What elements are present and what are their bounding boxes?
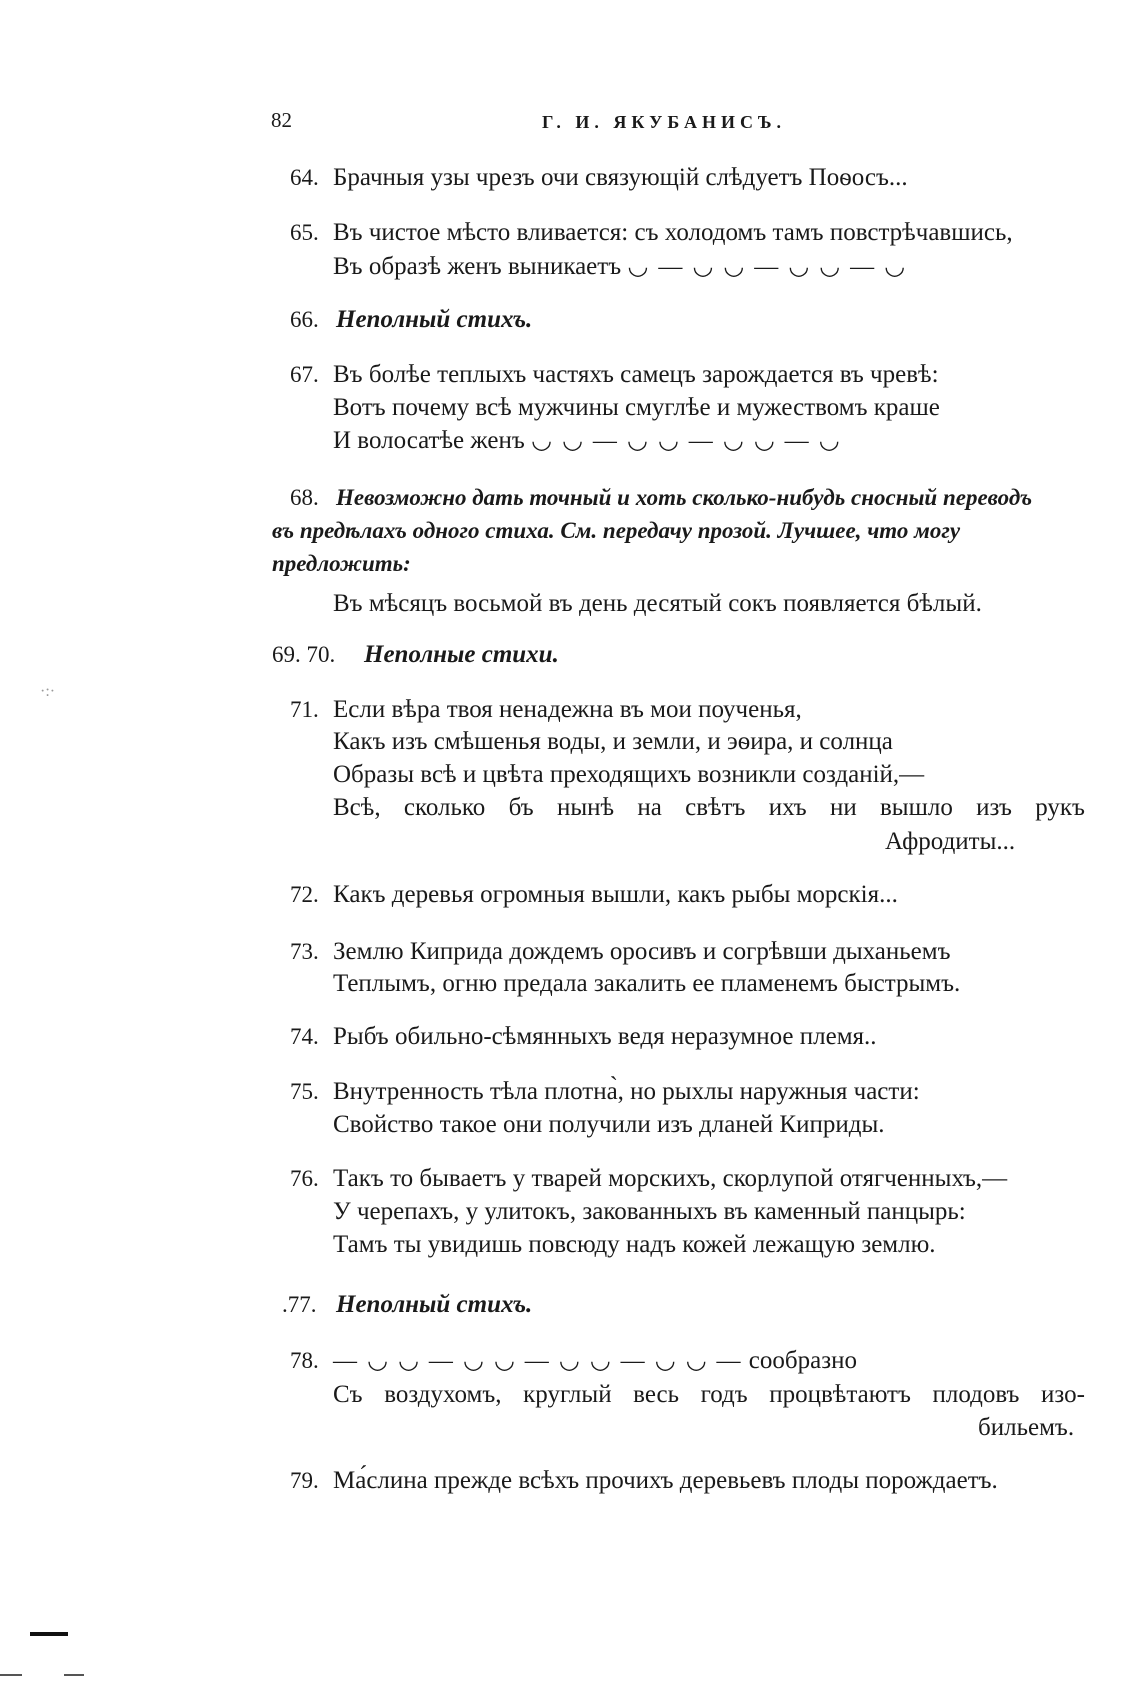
entry-number: 78. [290, 1348, 319, 1373]
entry-number: 67. [290, 362, 319, 387]
verse-line: Въ чистое мѣсто вливается: съ холодомъ тамъ повстрѣчавшись, [333, 219, 1013, 246]
metrical-scheme: ◡ — ◡ ◡ — ◡ ◡ — ◡ [627, 254, 908, 280]
verse-line [333, 426, 842, 456]
verse-line: Такъ то бываетъ у тварей морскихъ, скорлупой отягченныхъ,— [333, 1165, 1008, 1192]
word: плодовъ [932, 1381, 1020, 1408]
word: сколько [403, 794, 486, 821]
entry-number: 65. [290, 220, 319, 245]
page-number: 82 [271, 108, 292, 132]
verse-line [333, 1346, 857, 1376]
entry-number: 64. [290, 165, 319, 190]
word: Съ [333, 1381, 363, 1408]
verse-line: Вотъ почему всѣ мужчины смуглѣе и мужествомъ краше [333, 394, 940, 421]
word: нынѣ [556, 794, 615, 821]
editorial-note: Невозможно дать точный и хоть сколько-нибудь сносный переводъ [336, 485, 1033, 510]
verse-line: Свойство такое они получили изъ дланей Киприды. [333, 1111, 885, 1138]
word: ихъ [768, 794, 807, 821]
editorial-note: предложить: [272, 551, 411, 576]
word: круглый [523, 1381, 612, 1408]
verse-line [333, 793, 1085, 823]
verse-line-continuation: бильемъ. [978, 1414, 1075, 1441]
verse-text: сообразно [748, 1347, 857, 1374]
entry-number: 76. [290, 1166, 319, 1191]
verse-line: Какъ изъ смѣшенья воды, и земли, и эѳира, и солнца [333, 728, 893, 755]
running-title: Г. И. ЯКУБАНИСЪ. [542, 112, 787, 132]
entry-number: 69. 70. [272, 642, 336, 667]
scan-mark [64, 1674, 84, 1676]
verse-line: Въ мѣсяцъ восьмой въ день десятый сокъ появляется бѣлый. [333, 590, 982, 617]
word: Всѣ, [333, 794, 381, 821]
verse-line: Рыбъ обильно-сѣмянныхъ ведя неразумное племя.. [333, 1023, 877, 1050]
verse-line: Землю Киприда дождемъ оросивъ и согрѣвши дыханьемъ [333, 938, 951, 965]
word: рукъ [1035, 794, 1085, 821]
word: свѣтъ [685, 794, 746, 821]
verse-line [333, 252, 907, 282]
scan-mark [0, 1674, 22, 1676]
metrical-scheme: — ◡ ◡ — ◡ ◡ — ◡ ◡ — ◡ ◡ — [333, 1348, 743, 1374]
verse-line [333, 1380, 1085, 1410]
verse-line: Какъ деревья огромныя вышли, какъ рыбы морскія... [333, 881, 898, 908]
verse-line: Теплымъ, огню предала закалить ее пламенемъ быстрымъ. [333, 970, 961, 997]
word: ни [829, 794, 857, 821]
entry-number: .77. [282, 1292, 317, 1317]
word: годъ [700, 1381, 748, 1408]
entry-number: 68. [290, 485, 319, 510]
verse-text: И волосатѣе женъ [333, 427, 525, 454]
word: изъ [976, 794, 1012, 821]
verse-line: Ма́слина прежде всѣхъ прочихъ деревьевъ плоды порождаетъ. [333, 1467, 998, 1494]
word: бъ [508, 794, 534, 821]
verse-line: Въ болѣе теплыхъ частяхъ самецъ зарождается въ чревѣ: [333, 361, 939, 388]
word: процвѣтаютъ [769, 1381, 911, 1408]
verse-line: Образы всѣ и цвѣта преходящихъ возникли созданій,— [333, 761, 925, 788]
word: изо- [1041, 1381, 1085, 1408]
verse-line-continuation: Афродиты... [885, 828, 1016, 855]
editorial-note: Неполный стихъ. [336, 1291, 533, 1318]
editorial-note: въ предѣлахъ одного стиха. См. передачу прозой. Лучшее, что могу [272, 518, 961, 543]
word: весь [633, 1381, 680, 1408]
entry-number: 74. [290, 1024, 319, 1049]
verse-text: Въ образѣ женъ выникаетъ [333, 253, 622, 280]
verse-line: Брачныя узы чрезъ очи связующій слѣдуетъ Поѳосъ... [333, 164, 908, 191]
editorial-note: Неполные стихи. [364, 641, 559, 668]
editorial-note: Неполный стихъ. [336, 306, 533, 333]
verse-line: Если вѣра твоя ненадежна въ мои поученья, [333, 696, 802, 723]
word: воздухомъ, [384, 1381, 502, 1408]
word: вышло [880, 794, 953, 821]
metrical-scheme: ◡ ◡ — ◡ ◡ — ◡ ◡ — ◡ [531, 428, 842, 454]
verse-line: У черепахъ, у улитокъ, закованныхъ въ каменный панцырь: [333, 1198, 966, 1225]
entry-number: 79. [290, 1468, 319, 1493]
scan-mark [30, 1632, 68, 1636]
verse-line: Тамъ ты увидишь повсюду надъ кожей лежащую землю. [333, 1231, 936, 1258]
verse-line: Внутренность тѣла плотна̀, но рыхлы наружныя части: [333, 1078, 920, 1105]
entry-number: 73. [290, 939, 319, 964]
scan-speck: ·:· [40, 683, 56, 700]
word: на [637, 794, 662, 821]
entry-number: 72. [290, 882, 319, 907]
entry-number: 71. [290, 697, 319, 722]
entry-number: 66. [290, 307, 319, 332]
entry-number: 75. [290, 1079, 319, 1104]
